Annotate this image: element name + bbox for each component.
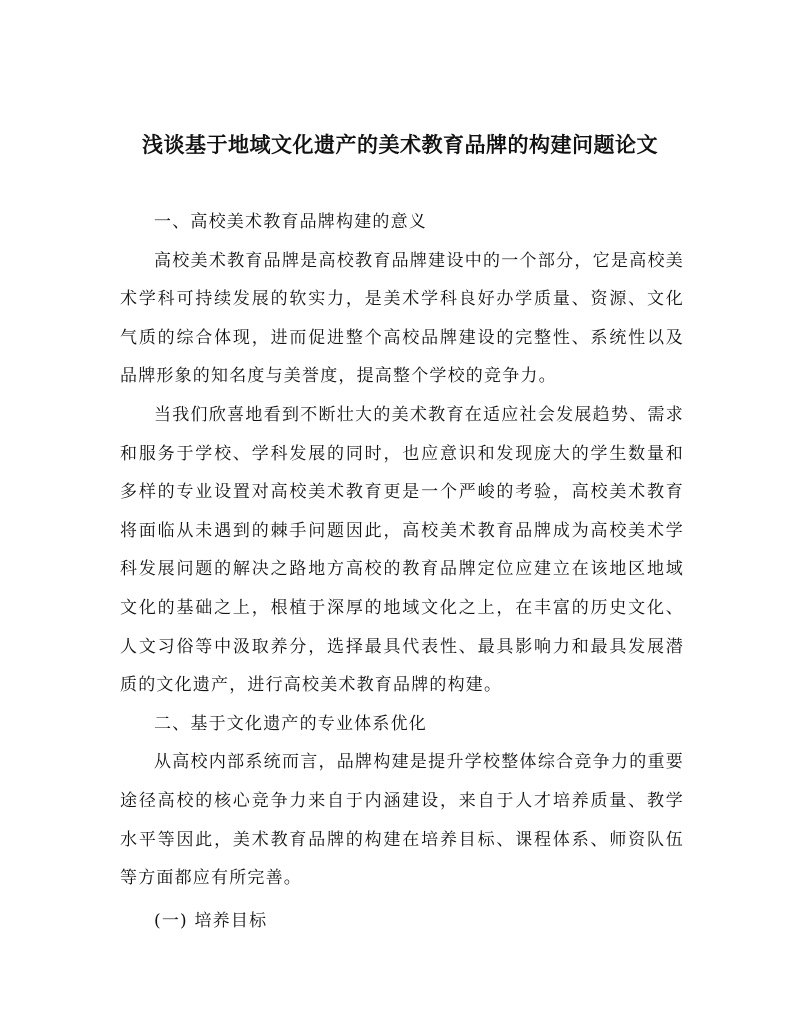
subsection-heading: (一) 培养目标 <box>154 910 268 931</box>
section-1-heading: 一、高校美术教育品牌构建的意义 <box>154 212 427 232</box>
section-1-paragraph-1: 高校美术教育品牌是高校教育品牌建设中的一个部分，它是高校美术学科可持续发展的软实力，是美术学科良好办学质量、资源、文化气质的综合体现，进而促进整个高校品牌建设的完整性、系统性以及品牌形象的知名度与美誉度，提高整个学校的竞争力。 <box>120 250 684 387</box>
section-2-heading: 二、基于文化遗产的专业体系优化 <box>154 713 427 734</box>
document-body <box>120 203 684 940</box>
section-1-paragraph-2: 当我们欣喜地看到不断壮大的美术教育在适应社会发展趋势、需求和服务于学校、学科发展的同时，也应意识和发现庞大的学生数量和多样的专业设置对高校美术教育更是一个严峻的考验，高校美术教育将面临从未遇到的棘手问题因此，高校美术教育品牌成为高校美术学科发展问题的解决之路地方高校的教育品牌定位应建立在该地区地域文化的基础之上，根植于深厚的地域文化之上，在丰富的历史文化、人文习俗等中汲取养分，选择最具代表性、最具影响力和最具发展潜质的文化遗产，进行高校美术教育品牌的构建。 <box>120 404 684 696</box>
section-2-paragraph-1: 从高校内部系统而言，品牌构建是提升学校整体综合竞争力的重要途径高校的核心竞争力来自于内涵建设，来自于人才培养质量、教学水平等因此，美术教育品牌的构建在培养目标、课程体系、师资队伍等方面都应有所完善。 <box>120 752 684 889</box>
document-title: 浅谈基于地域文化遗产的美术教育品牌的构建问题论文 <box>142 133 658 157</box>
